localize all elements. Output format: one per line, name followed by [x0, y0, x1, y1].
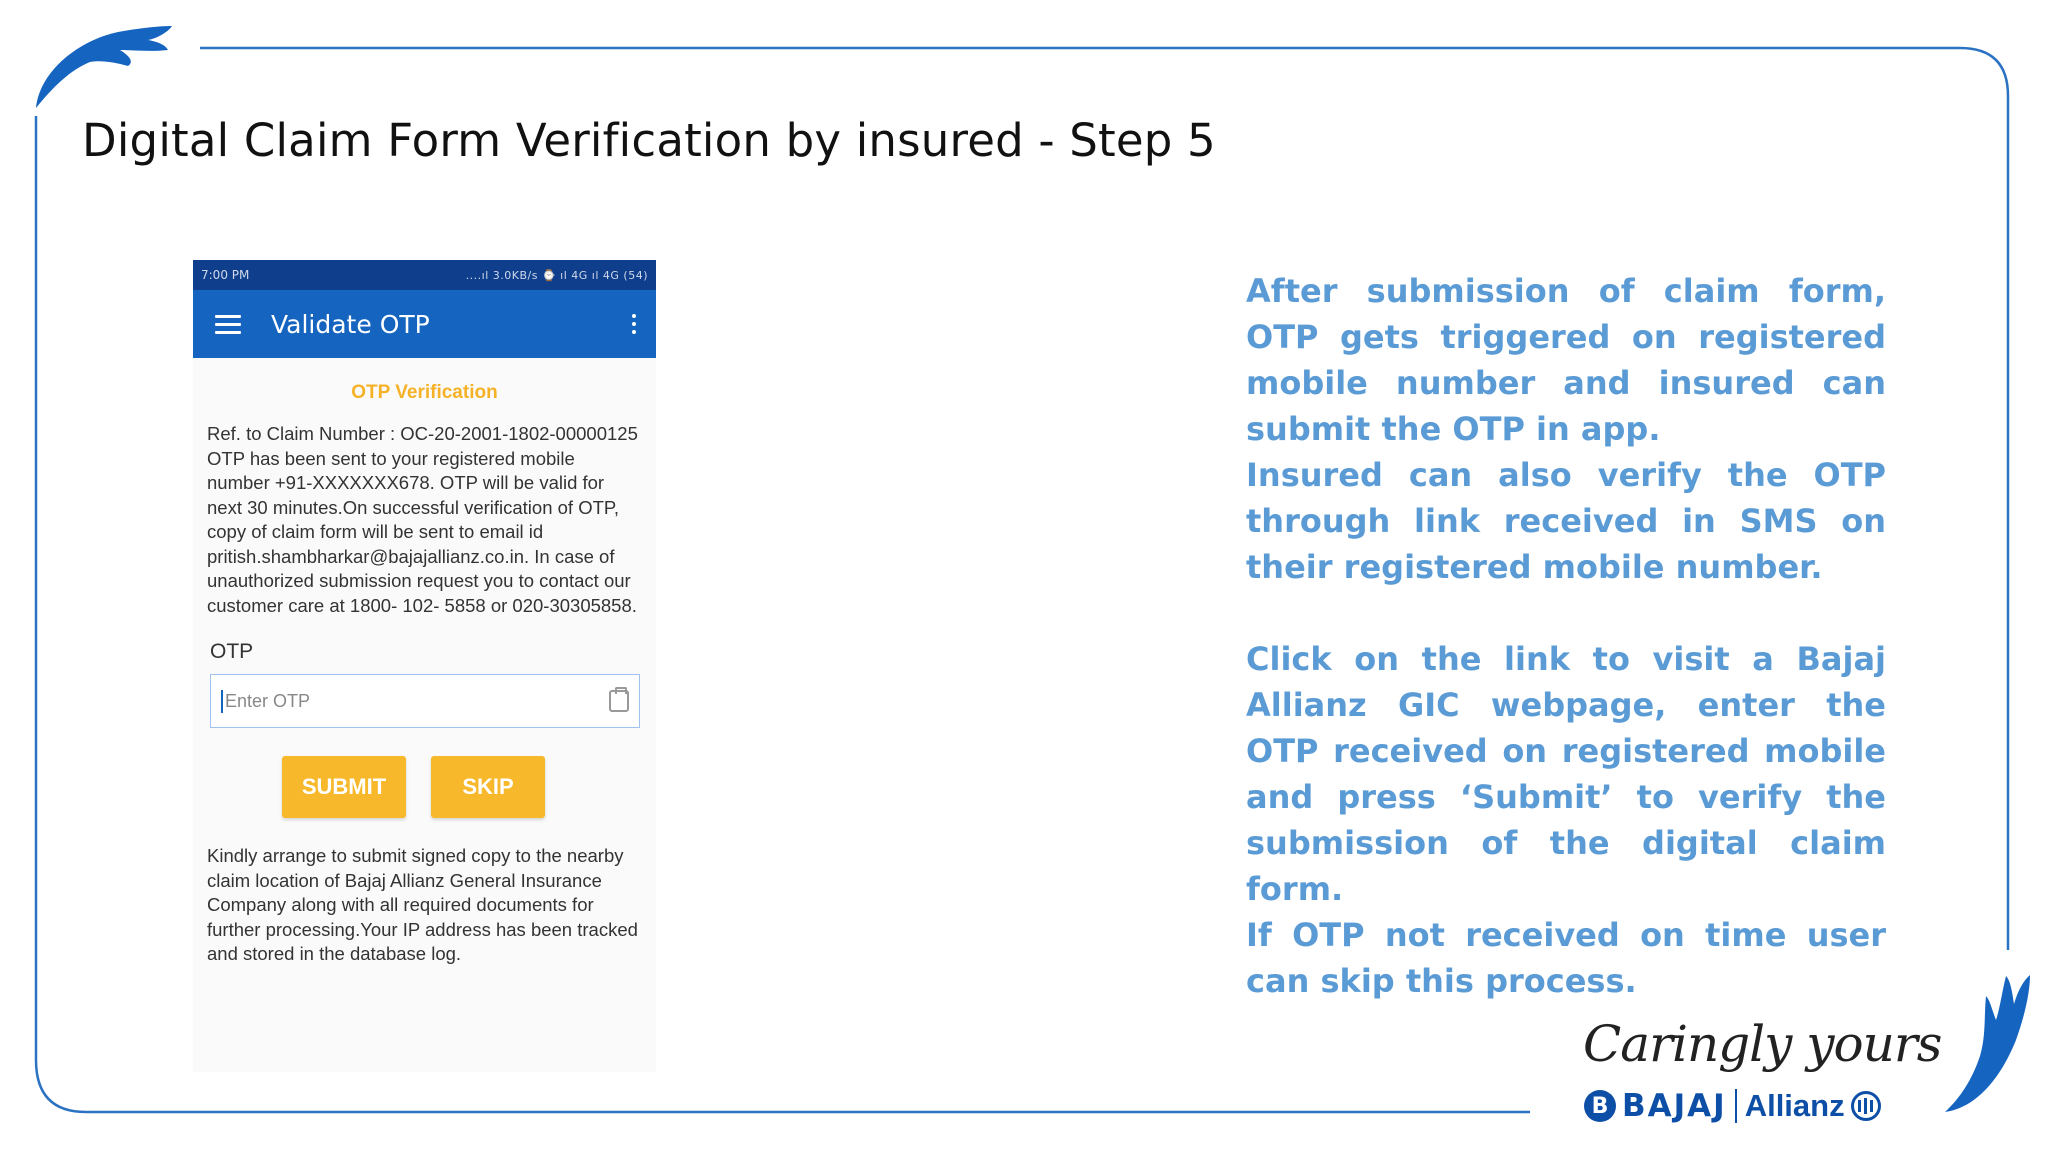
- bajaj-allianz-logo: [1584, 1086, 1881, 1126]
- otp-field-label: OTP: [210, 640, 254, 663]
- bajaj-wordmark: BAJAJ: [1622, 1088, 1727, 1124]
- status-icons: ....ıl 3.0KB/s ⌚ ıl 4G ıl 4G (54): [465, 268, 648, 282]
- description-para-2: Insured can also verify the OTP through link received in SMS on their registered mobile number.: [1246, 456, 1886, 586]
- status-bar: [193, 260, 656, 290]
- otp-input-container: [210, 674, 640, 728]
- step-description: [1246, 268, 1886, 1004]
- bajaj-mark-icon: B: [1584, 1090, 1616, 1122]
- phone-screenshot: [193, 260, 656, 1072]
- hand-logo-top-icon: [36, 26, 172, 108]
- description-para-3: Click on the link to visit a Bajaj Allianz GIC webpage, enter the OTP received on registered mobile and press ‘Submit’ to verify the submission of the digital claim form.: [1246, 640, 1886, 908]
- clipboard-icon[interactable]: [609, 690, 629, 712]
- caringly-yours-tagline: Caringly yours: [1583, 1015, 1942, 1073]
- menu-icon[interactable]: [215, 315, 241, 334]
- app-bar: [193, 290, 656, 358]
- status-time: 7:00 PM: [201, 268, 250, 282]
- slide-title: Digital Claim Form Verification by insured - Step 5: [82, 114, 1216, 167]
- claim-reference-text: Ref. to Claim Number : OC-20-2001-1802-00000125 OTP has been sent to your registered mobile number +91-XXXXXXX678. OTP will be valid for next 30 minutes.On successful verification of OTP, copy of claim form will be sent to email id pritish.shambharkar@bajajallianz.co.in. In case of unauthorized submission request you to contact our customer care at 1800- 102- 5858 or 020-30305858.: [207, 423, 638, 616]
- skip-button[interactable]: SKIP: [431, 756, 545, 818]
- app-bar-title: Validate OTP: [271, 309, 430, 339]
- hand-logo-bottom-icon: [1945, 975, 2030, 1112]
- submission-note: Kindly arrange to submit signed copy to the nearby claim location of Bajaj Allianz General Insurance Company along with all required documents for further processing.Your IP address has been tracked and stored in the database log.: [207, 845, 638, 964]
- button-row: [193, 756, 656, 818]
- description-para-1: After submission of claim form, OTP gets triggered on registered mobile number and insured can submit the OTP in app.: [1246, 272, 1886, 448]
- more-options-icon[interactable]: [632, 314, 636, 334]
- submit-button[interactable]: SUBMIT: [282, 756, 406, 818]
- allianz-wordmark: Allianz: [1744, 1088, 1845, 1123]
- otp-verification-heading: OTP Verification: [351, 382, 498, 403]
- logo-divider: [1735, 1089, 1737, 1123]
- description-para-4: If OTP not received on time user can skip this process.: [1246, 916, 1886, 1000]
- otp-input[interactable]: [221, 690, 527, 713]
- allianz-eagle-icon: [1851, 1091, 1881, 1121]
